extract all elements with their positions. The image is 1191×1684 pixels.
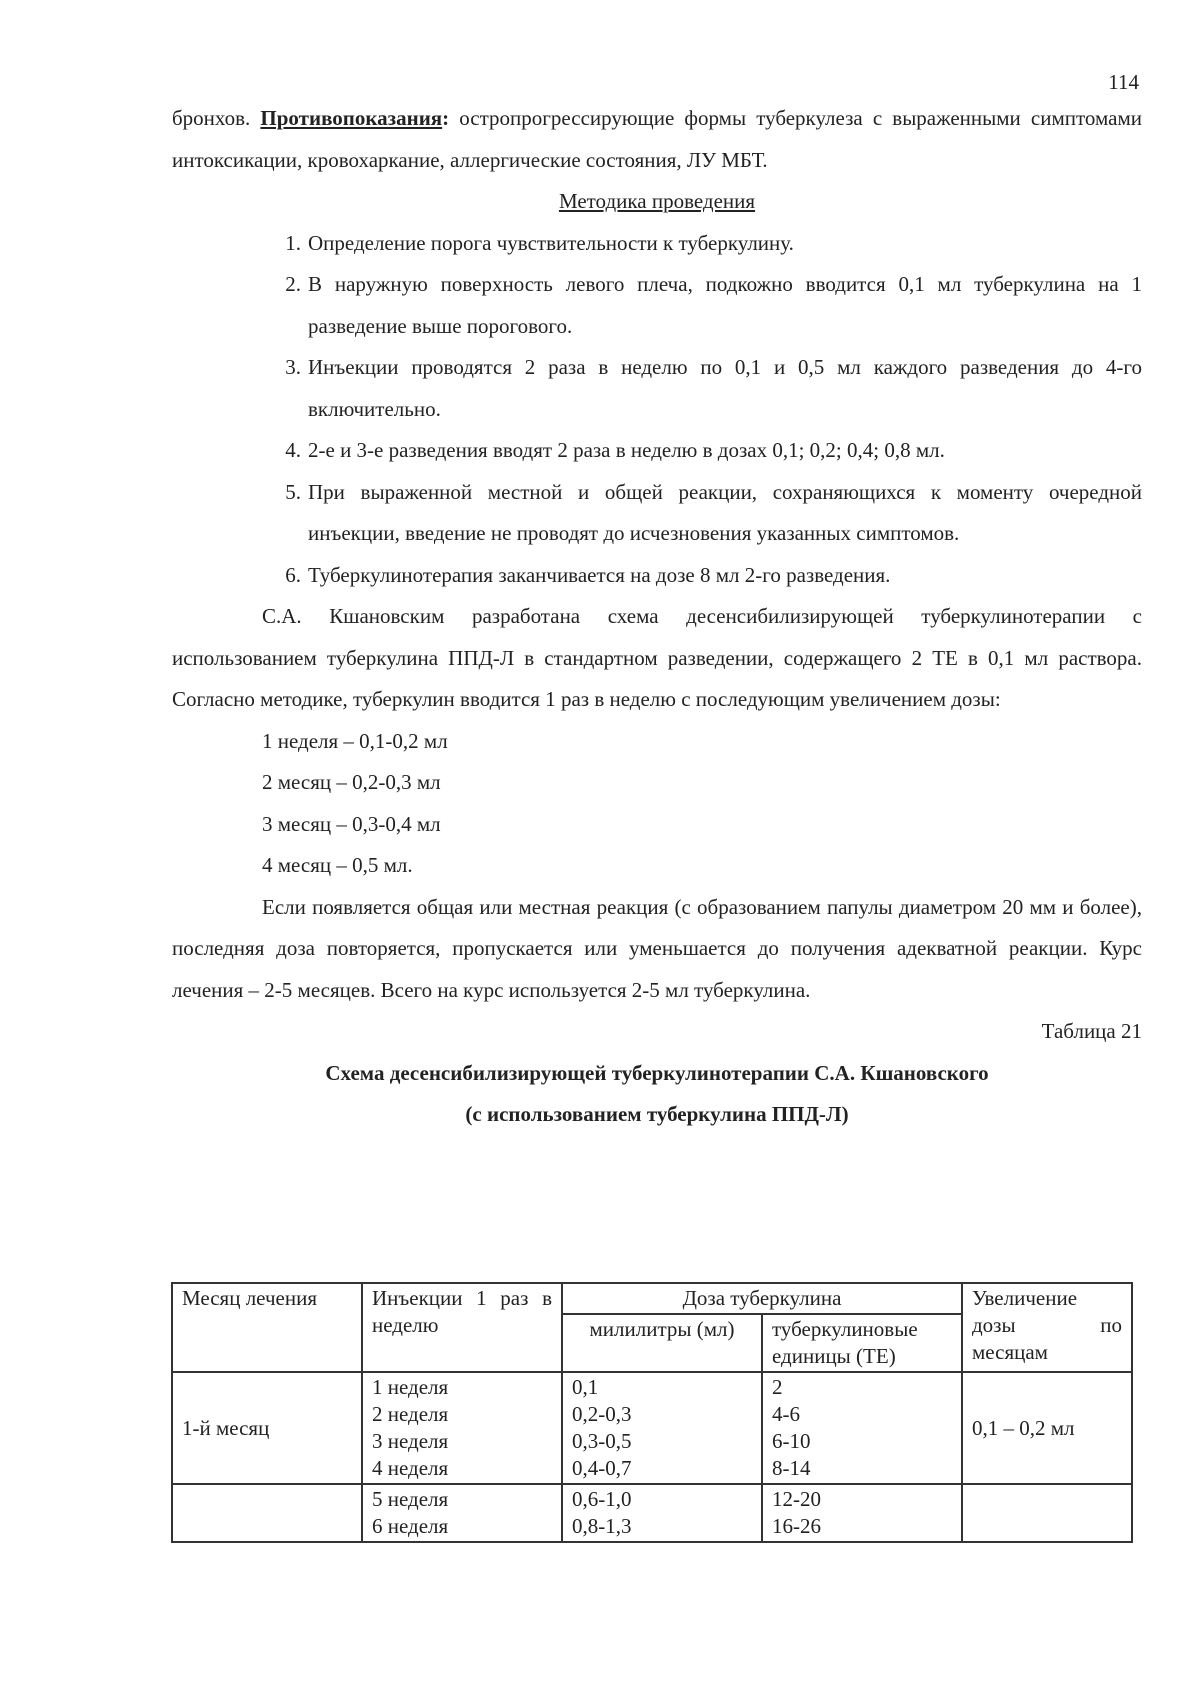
ml-value: 0,4-0,7	[572, 1456, 632, 1480]
step-text: При выраженной местной и общей реакции, сохраняющихся к моменту очередной инъекции, введение не проводят до исчезновения указанных симптомов.	[308, 479, 1142, 545]
intro-lead: бронхов.	[172, 106, 261, 130]
cell-increase: 0,1 – 0,2 мл	[962, 1372, 1132, 1484]
te-value: 4-6	[772, 1402, 800, 1426]
list-item	[172, 264, 1142, 347]
reaction-paragraph: Если появляется общая или местная реакция (с образованием папулы диаметром 20 мм и более), последняя доза повторяется, пропускается или уменьшается до получения адекватной реакции. Курс лечения – 2-5 месяцев. Всего на курс используется 2-5 мл туберкулина.	[172, 894, 1142, 1002]
step-text: В наружную поверхность левого плеча, подкожно вводится 0,1 мл туберкулина на 1 разведение выше порогового.	[308, 272, 1142, 338]
header-month: Месяц лечения	[172, 1283, 362, 1372]
week-value: 5 неделя	[372, 1487, 449, 1511]
dose-line: 3 месяц – 0,3-0,4 мл	[262, 811, 441, 836]
step-number: 1.	[285, 230, 301, 255]
step-text: Определение порога чувствительности к туберкулину.	[308, 230, 794, 255]
te-value: 16-26	[772, 1514, 821, 1538]
header-te: туберкулиновые единицы (ТЕ)	[762, 1314, 962, 1372]
method-heading: Методика проведения	[558, 189, 756, 213]
step-text: 2-е и 3-е разведения вводят 2 раза в неделю в дозах 0,1; 0,2; 0,4; 0,8 мл.	[308, 438, 945, 462]
te-value: 8-14	[772, 1456, 811, 1480]
ml-value: 0,3-0,5	[572, 1429, 632, 1453]
dose-line: 2 месяц – 0,2-0,3 мл	[262, 770, 441, 794]
therapy-scheme-table	[171, 1282, 1133, 1543]
te-value: 2	[772, 1375, 783, 1399]
dose-line: 1 неделя – 0,1-0,2 мл	[262, 728, 448, 753]
step-number: 4.	[285, 438, 301, 462]
cell-month: 1-й месяц	[172, 1372, 362, 1484]
list-item	[172, 223, 1142, 265]
kshanovsky-paragraph: С.А. Кшановским разработана схема десенсибилизирующей туберкулинотерапии с использованием туберкулина ППД-Л в стандартном разведении, содержащего 2 ТЕ в 0,1 мл раствора. Согласно методике, туберкулин вводится 1 раз в неделю с последующим увеличением дозы:	[172, 604, 1142, 711]
table-header-row	[172, 1283, 1132, 1314]
cell-ml	[562, 1372, 762, 1484]
contraindications-colon: :	[442, 106, 450, 130]
step-text: Инъекции проводятся 2 раза в неделю по 0,1 и 0,5 мл каждого разведения до 4-го включительно.	[308, 355, 1142, 421]
week-value: 1 неделя	[372, 1375, 449, 1399]
page-number: 114	[1108, 70, 1139, 94]
week-value: 4 неделя	[372, 1456, 449, 1480]
cell-weeks	[362, 1372, 562, 1484]
list-item	[172, 555, 1142, 597]
list-item	[172, 430, 1142, 472]
contraindications-label: Противопоказания	[260, 106, 443, 130]
method-steps	[172, 223, 1142, 597]
table-row	[172, 1484, 1132, 1542]
header-injections: Инъекции 1 раз в неделю	[362, 1283, 562, 1372]
header-dose: Доза туберкулина	[562, 1283, 962, 1314]
step-text: Туберкулинотерапия заканчивается на дозе 8 мл 2-го разведения.	[308, 562, 891, 587]
cell-increase	[962, 1484, 1132, 1542]
table-row	[172, 1372, 1132, 1484]
cell-te	[762, 1372, 962, 1484]
week-value: 3 неделя	[372, 1429, 449, 1453]
cell-weeks	[362, 1484, 562, 1542]
te-value: 12-20	[772, 1487, 821, 1511]
cell-month	[172, 1484, 362, 1542]
list-item	[172, 472, 1142, 555]
te-value: 6-10	[772, 1429, 811, 1453]
intro-paragraph	[172, 98, 1142, 181]
dose-line: 4 месяц – 0,5 мл.	[262, 853, 413, 877]
cell-te	[762, 1484, 962, 1542]
header-increase: Увеличение дозы по месяцам	[962, 1283, 1132, 1372]
header-ml: милилитры (мл)	[562, 1314, 762, 1372]
week-value: 2 неделя	[372, 1402, 449, 1426]
table-caption: Таблица 21	[1041, 1019, 1142, 1043]
table-title: Схема десенсибилизирующей туберкулинотерапии С.А. Кшановского	[325, 1060, 989, 1085]
body-text	[172, 98, 1142, 1136]
table-subtitle: (с использованием туберкулина ППД-Л)	[465, 1102, 849, 1126]
week-value: 6 неделя	[372, 1514, 449, 1538]
step-number: 2.	[285, 272, 301, 296]
step-number: 3.	[285, 355, 301, 379]
list-item	[172, 347, 1142, 430]
ml-value: 0,8-1,3	[572, 1514, 632, 1538]
step-number: 5.	[285, 479, 301, 504]
ml-value: 0,1	[572, 1375, 599, 1399]
ml-value: 0,2-0,3	[572, 1402, 632, 1426]
ml-value: 0,6-1,0	[572, 1487, 632, 1511]
step-number: 6.	[285, 562, 301, 587]
cell-ml	[562, 1484, 762, 1542]
contraindications-text: остропрогрессирующие формы туберкулеза с выраженными симптомами интоксикации, кровохаркание, аллергические состояния, ЛУ МБТ.	[172, 106, 1142, 172]
